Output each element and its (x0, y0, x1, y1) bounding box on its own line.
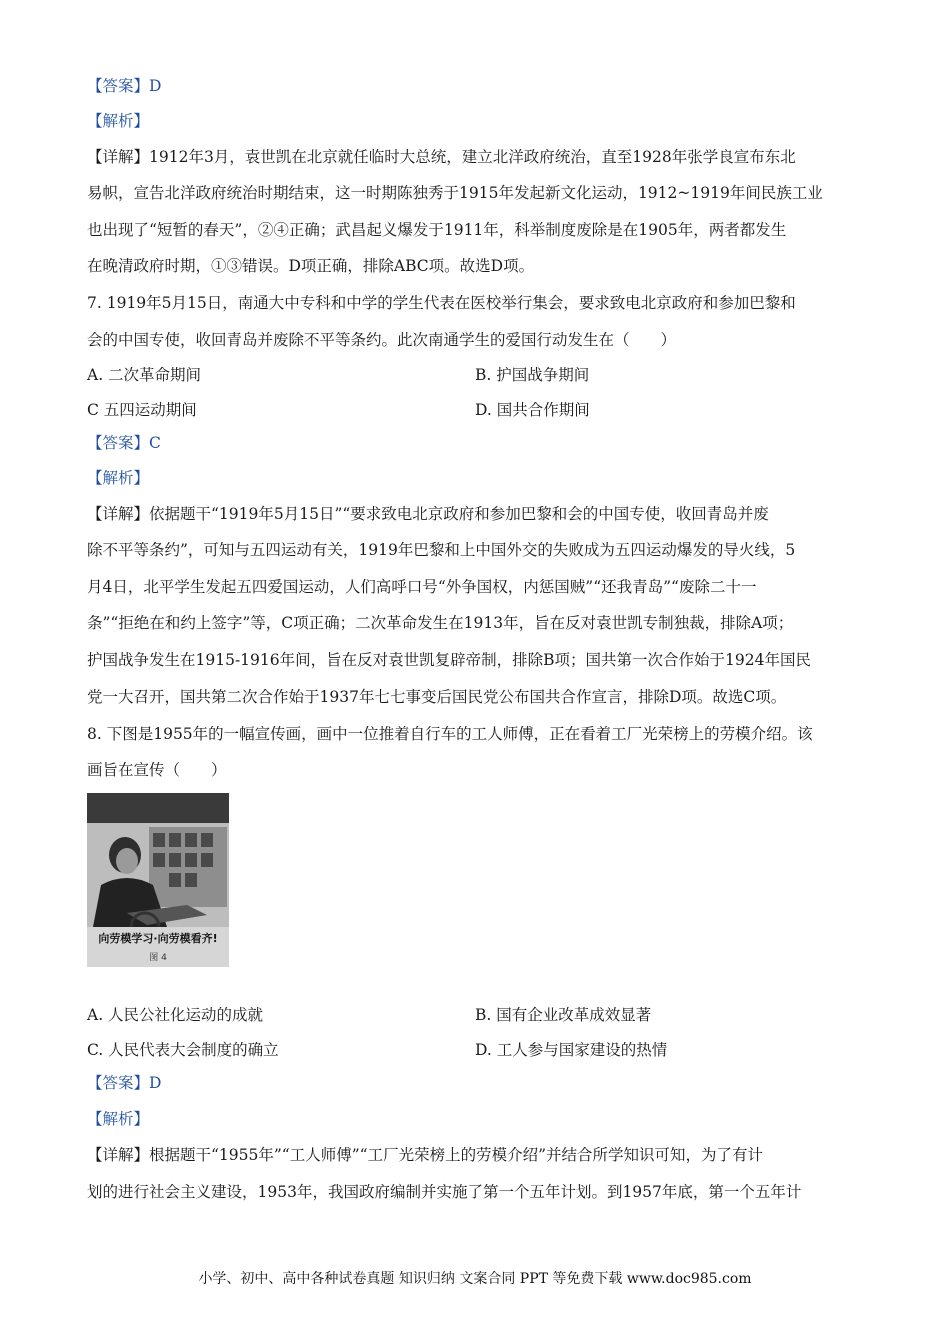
option-a: A. 二次革命期间 (87, 366, 202, 384)
detail-text: 党一大召开，国共第二次合作始于1937年七七事变后国民党公布国共合作宣言，排除D项。故选C项。 (87, 688, 787, 706)
option-d: D. 工人参与国家建设的热情 (475, 1041, 668, 1059)
detail-text: 划的进行社会主义建设，1953年，我国政府编制并实施了第一个五年计划。到1957年底，第一个五年计 (87, 1183, 802, 1201)
answer-line: 【答案】D (87, 1074, 162, 1092)
answer-line: 【答案】D (87, 77, 162, 95)
page-footer: 小学、初中、高中各种试卷真题 知识归纳 文案合同 PPT 等免费下载 www.doc985.com (198, 1271, 752, 1287)
detail-text: 条”“拒绝在和约上签字”等，C项正确；二次革命发生在1913年，旨在反对袁世凯专制独裁，排除A项； (87, 614, 794, 632)
answer-line: 【答案】C (87, 434, 161, 452)
detail-text: 月4日，北平学生发起五四爱国运动，人们高呼口号“外争国权，内惩国贼”“还我青岛”“废除二十一 (87, 578, 757, 596)
poster-caption: 向劳模学习·向劳模看齐! (98, 932, 218, 945)
option-a: A. 人民公社化运动的成就 (87, 1006, 264, 1024)
propaganda-poster-image (87, 793, 229, 967)
question-7-text: 会的中国专使，收回青岛并废除不平等条约。此次南通学生的爱国行动发生在（ ） (87, 331, 677, 349)
question-7-text: 7. 1919年5月15日，南通大中专科和中学的学生代表在医校举行集会，要求致电北京政府和参加巴黎和 (87, 294, 796, 312)
analysis-heading: 【解析】 (87, 1110, 150, 1128)
question-8-text: 8. 下图是1955年的一幅宣传画，画中一位推着自行车的工人师傅，正在看着工厂光荣榜上的劳模介绍。该 (87, 725, 813, 743)
detail-text: 也出现了“短暂的春天”，②④正确；武昌起义爆发于1911年，科举制度废除是在1905年，两者都发生 (87, 221, 787, 239)
analysis-heading: 【解析】 (87, 469, 150, 487)
detail-text: 在晚清政府时期，①③错误。D项正确，排除ABC项。故选D项。 (87, 257, 535, 275)
detail-text: 【详解】根据题干“1955年”“工人师傅”“工厂光荣榜上的劳模介绍”并结合所学知识可知，为了有计 (87, 1146, 763, 1164)
detail-text: 【详解】依据题干“1919年5月15日”“要求致电北京政府和参加巴黎和会的中国专使，收回青岛并废 (87, 505, 769, 523)
option-d: D. 国共合作期间 (475, 401, 590, 419)
detail-text: 护国战争发生在1915-1916年间，旨在反对袁世凯复辟帝制，排除B项；国共第一次合作始于1924年国民 (87, 651, 811, 669)
option-c: C 五四运动期间 (87, 401, 197, 419)
option-b: B. 护国战争期间 (475, 366, 590, 384)
figure-label: 图 4 (149, 953, 167, 963)
detail-text: 除不平等条约”，可知与五四运动有关，1919年巴黎和上中国外交的失败成为五四运动爆发的导火线，5 (87, 541, 796, 559)
option-c: C. 人民代表大会制度的确立 (87, 1041, 279, 1059)
detail-text: 【详解】1912年3月，袁世凯在北京就任临时大总统，建立北洋政府统治，直至1928年张学良宣布东北 (87, 148, 796, 166)
question-8-text: 画旨在宣传（ ） (87, 761, 227, 779)
analysis-heading: 【解析】 (87, 112, 150, 130)
detail-text: 易帜，宣告北洋政府统治时期结束，这一时期陈独秀于1915年发起新文化运动，1912~1919年间民族工业 (87, 184, 823, 202)
option-b: B. 国有企业改革成效显著 (475, 1006, 652, 1024)
